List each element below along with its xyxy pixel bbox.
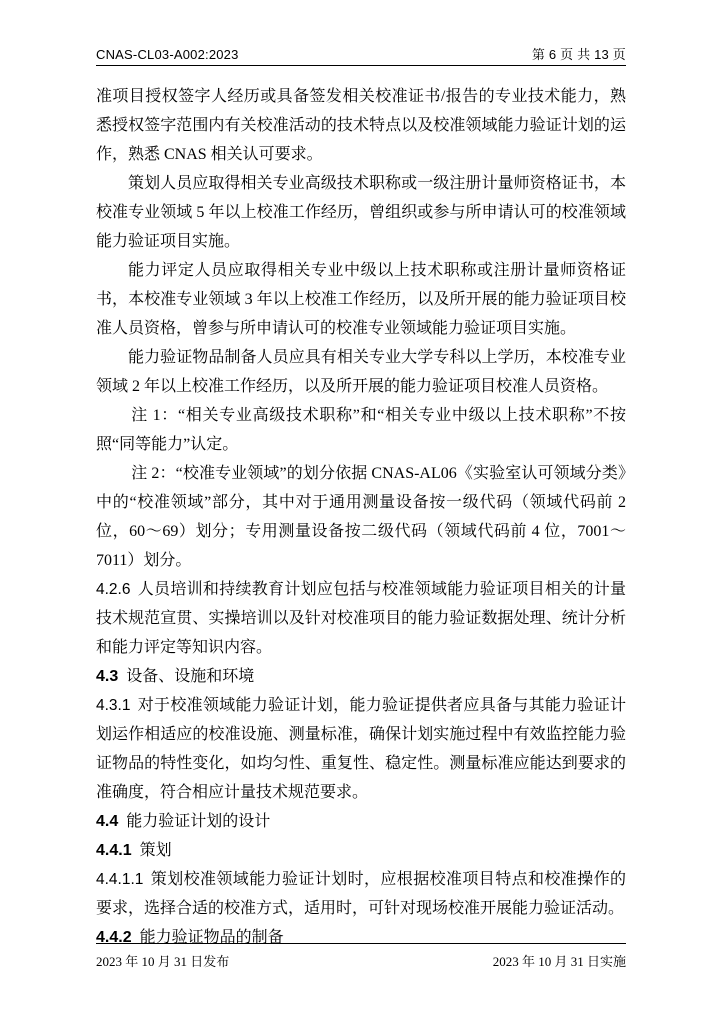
paragraph: 能力验证物品制备人员应具有相关专业大学专科以上学历，本校准专业领域 2 年以上校准工作经历，以及所开展的能力验证项目校准人员资格。 — [96, 349, 626, 395]
footer-rule — [96, 943, 626, 944]
heading-number: 4.4.1 — [96, 842, 132, 859]
note-1: 注 1：“相关专业高级技术职称”和“相关专业中级以上技术职称”不按照“同等能力”认定。 — [96, 407, 626, 453]
heading-text: 设备、设施和环境 — [126, 668, 255, 685]
clause-number: 4.3.1 — [96, 697, 131, 714]
heading-text: 策划 — [139, 842, 172, 859]
clause-text: 人员培训和持续教育计划应包括与校准领域能力验证项目相关的计量技术规范宣贯、实操培训以及针对校准项目的能力验证数据处理、统计分析和能力评定等知识内容。 — [96, 581, 626, 656]
clause-text: 策划校准领域能力验证计划时，应根据校准项目特点和校准操作的要求，选择合适的校准方式，适用时，可针对现场校准开展能力验证活动。 — [96, 871, 626, 917]
heading-text: 能力验证计划的设计 — [126, 813, 271, 830]
note-2: 注 2：“校准专业领域”的划分依据 CNAS-AL06《实验室认可领域分类》中的“校准领域”部分，其中对于通用测量设备按一级代码（领域代码前 2 位，60～69）划分；专用测量设备按二级代码（领域代码前 4 位，7001～7011）划分。 — [96, 465, 626, 569]
page-footer — [96, 951, 626, 970]
page-header — [96, 44, 626, 63]
heading-text: 能力验证物品的制备 — [139, 929, 284, 946]
document-body — [96, 82, 626, 952]
paragraph: 策划人员应取得相关专业高级技术职称或一级注册计量师资格证书，本校准专业领域 5 年以上校准工作经历，曾组织或参与所申请认可的校准领域能力验证项目实施。 — [96, 175, 626, 250]
clause-text: 对于校准领域能力验证计划，能力验证提供者应具备与其能力验证计划运作相适应的校准设施、测量标准，确保计划实施过程中有效监控能力验证物品的特性变化，如均匀性、重复性、稳定性。测量标准应能达到要求的准确度，符合相应计量技术规范要求。 — [96, 697, 626, 801]
heading-number: 4.4 — [96, 813, 119, 830]
clause-4-3-1 — [96, 691, 626, 807]
heading-number: 4.3 — [96, 668, 119, 685]
heading-4-3 — [96, 662, 626, 691]
publish-date: 2023 年 10 月 31 日发布 — [96, 954, 230, 969]
heading-4-4-1 — [96, 836, 626, 865]
heading-number: 4.4.2 — [96, 929, 132, 946]
clause-4-2-6 — [96, 575, 626, 662]
paragraph: 能力评定人员应取得相关专业中级以上技术职称或注册计量师资格证书，本校准专业领域 3 年以上校准工作经历，以及所开展的能力验证项目校准人员资格，曾参与所申请认可的校准专业领域能力验证项目实施。 — [96, 262, 626, 337]
heading-4-4 — [96, 807, 626, 836]
heading-4-4-2 — [96, 923, 626, 952]
clause-number: 4.2.6 — [96, 581, 131, 598]
implement-date: 2023 年 10 月 31 日实施 — [492, 954, 626, 969]
paragraph-continuation: 准项目授权签字人经历或具备签发相关校准证书/报告的专业技术能力，熟悉授权签字范围内有关校准活动的技术特点以及校准领域能力验证计划的运作，熟悉 CNAS 相关认可要求。 — [96, 88, 626, 163]
header-rule — [96, 65, 626, 66]
clause-number: 4.4.1.1 — [96, 871, 144, 888]
page-indicator: 第 6 页 共 13 页 — [531, 47, 626, 62]
doc-number: CNAS-CL03-A002:2023 — [96, 47, 239, 62]
clause-4-4-1-1 — [96, 865, 626, 923]
